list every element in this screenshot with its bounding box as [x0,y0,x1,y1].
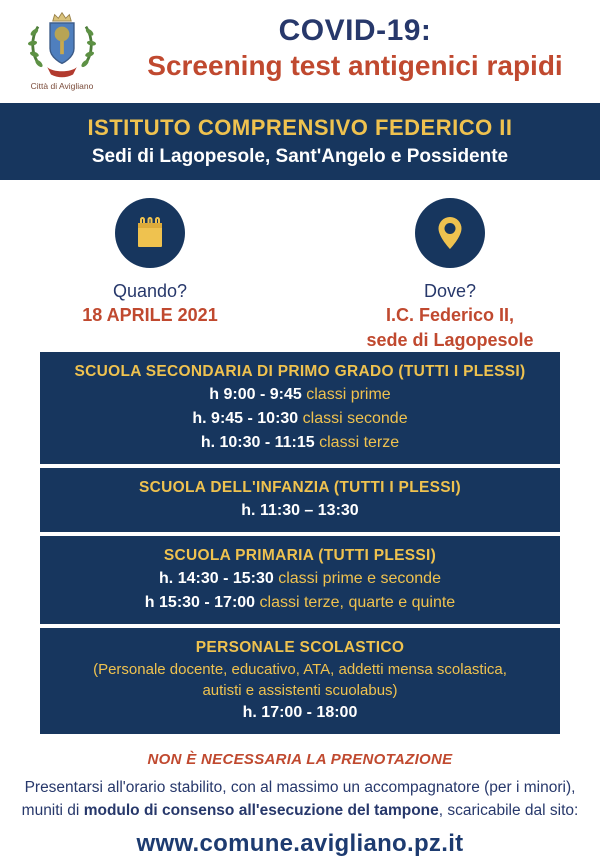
footer-section [0,738,600,858]
schedule-box-title: SCUOLA SECONDARIA DI PRIMO GRADO (TUTTI I PLESSI) [74,363,526,380]
schedule-box-personale [40,628,560,734]
time-slot: h. 9:45 - 10:30 [192,410,299,427]
class-label: classi terze, quarte e quinte [259,594,456,611]
schedule-box-title: SCUOLA PRIMARIA (TUTTI PLESSI) [163,547,437,564]
instructions-line2 [0,799,600,822]
schedule-row [48,431,552,455]
time-slot: h 15:30 - 17:00 [144,594,256,611]
logo-caption: Città di Avigliano [30,81,94,91]
personnel-detail-line1: (Personale docente, educativo, ATA, addetti mensa scolastica, [93,661,507,678]
consent-form-emphasis: modulo di consenso all'esecuzione del tampone [83,802,439,819]
website-link[interactable]: www.comune.avigliano.pz.it [136,830,464,857]
when-label: Quando? [112,281,188,301]
class-label: classi seconde [302,410,408,427]
schedule-row [48,591,552,615]
where-value-line1: I.C. Federico II, [385,305,515,325]
time-slot: h. 17:00 - 18:00 [242,704,358,721]
city-logo [16,10,108,91]
schedule-row [48,701,552,725]
schedule-row [48,407,552,431]
schedule-row [48,567,552,591]
schedule-box-primaria [40,536,560,624]
institute-locations: Sedi di Lagopesole, Sant'Angelo e Possidente [91,145,509,167]
schedule-box-title: PERSONALE SCOLASTICO [195,639,405,656]
when-value: 18 APRILE 2021 [82,305,218,325]
no-booking-notice: NON È NECESSARIA LA PRENOTAZIONE [147,751,453,768]
class-label: classi prime e seconde [278,570,441,587]
calendar-icon [115,198,185,268]
institute-banner [0,103,600,180]
coat-of-arms-icon [16,10,108,80]
instructions-line2-prefix: muniti di [21,802,84,819]
where-label: Dove? [423,281,477,301]
class-label: classi terze [319,434,400,451]
time-slot: h. 14:30 - 15:30 [159,570,274,587]
time-slot: h. 10:30 - 11:15 [200,434,315,451]
when-where-section [0,180,600,352]
page-header [0,0,600,103]
schedule-row [48,383,552,407]
location-pin-icon [415,198,485,268]
schedule-section [40,352,560,734]
schedule-box-infanzia [40,468,560,532]
schedule-box-secondaria [40,352,560,464]
where-column [300,198,600,352]
personnel-detail-line2: autisti e assistenti scuolabus) [202,682,398,699]
instructions-line2-suffix: , scaricabile dal sito: [438,802,579,819]
schedule-row [48,499,552,523]
institute-name: ISTITUTO COMPRENSIVO FEDERICO II [87,114,513,140]
time-slot: h. 11:30 – 13:30 [241,502,359,519]
schedule-box-title: SCUOLA DELL'INFANZIA (TUTTI I PLESSI) [139,479,461,496]
when-column [0,198,300,352]
where-value-line2: sede di Lagopesole [366,330,534,350]
page-title: COVID-19: [278,14,432,47]
page-subtitle: Screening test antigenici rapidi [147,50,563,81]
instructions-line1: Presentarsi all'orario stabilito, con al massimo un accompagnatore (per i minori), [24,779,576,796]
time-slot: h 9:00 - 9:45 [209,386,302,403]
class-label: classi prime [306,386,391,403]
